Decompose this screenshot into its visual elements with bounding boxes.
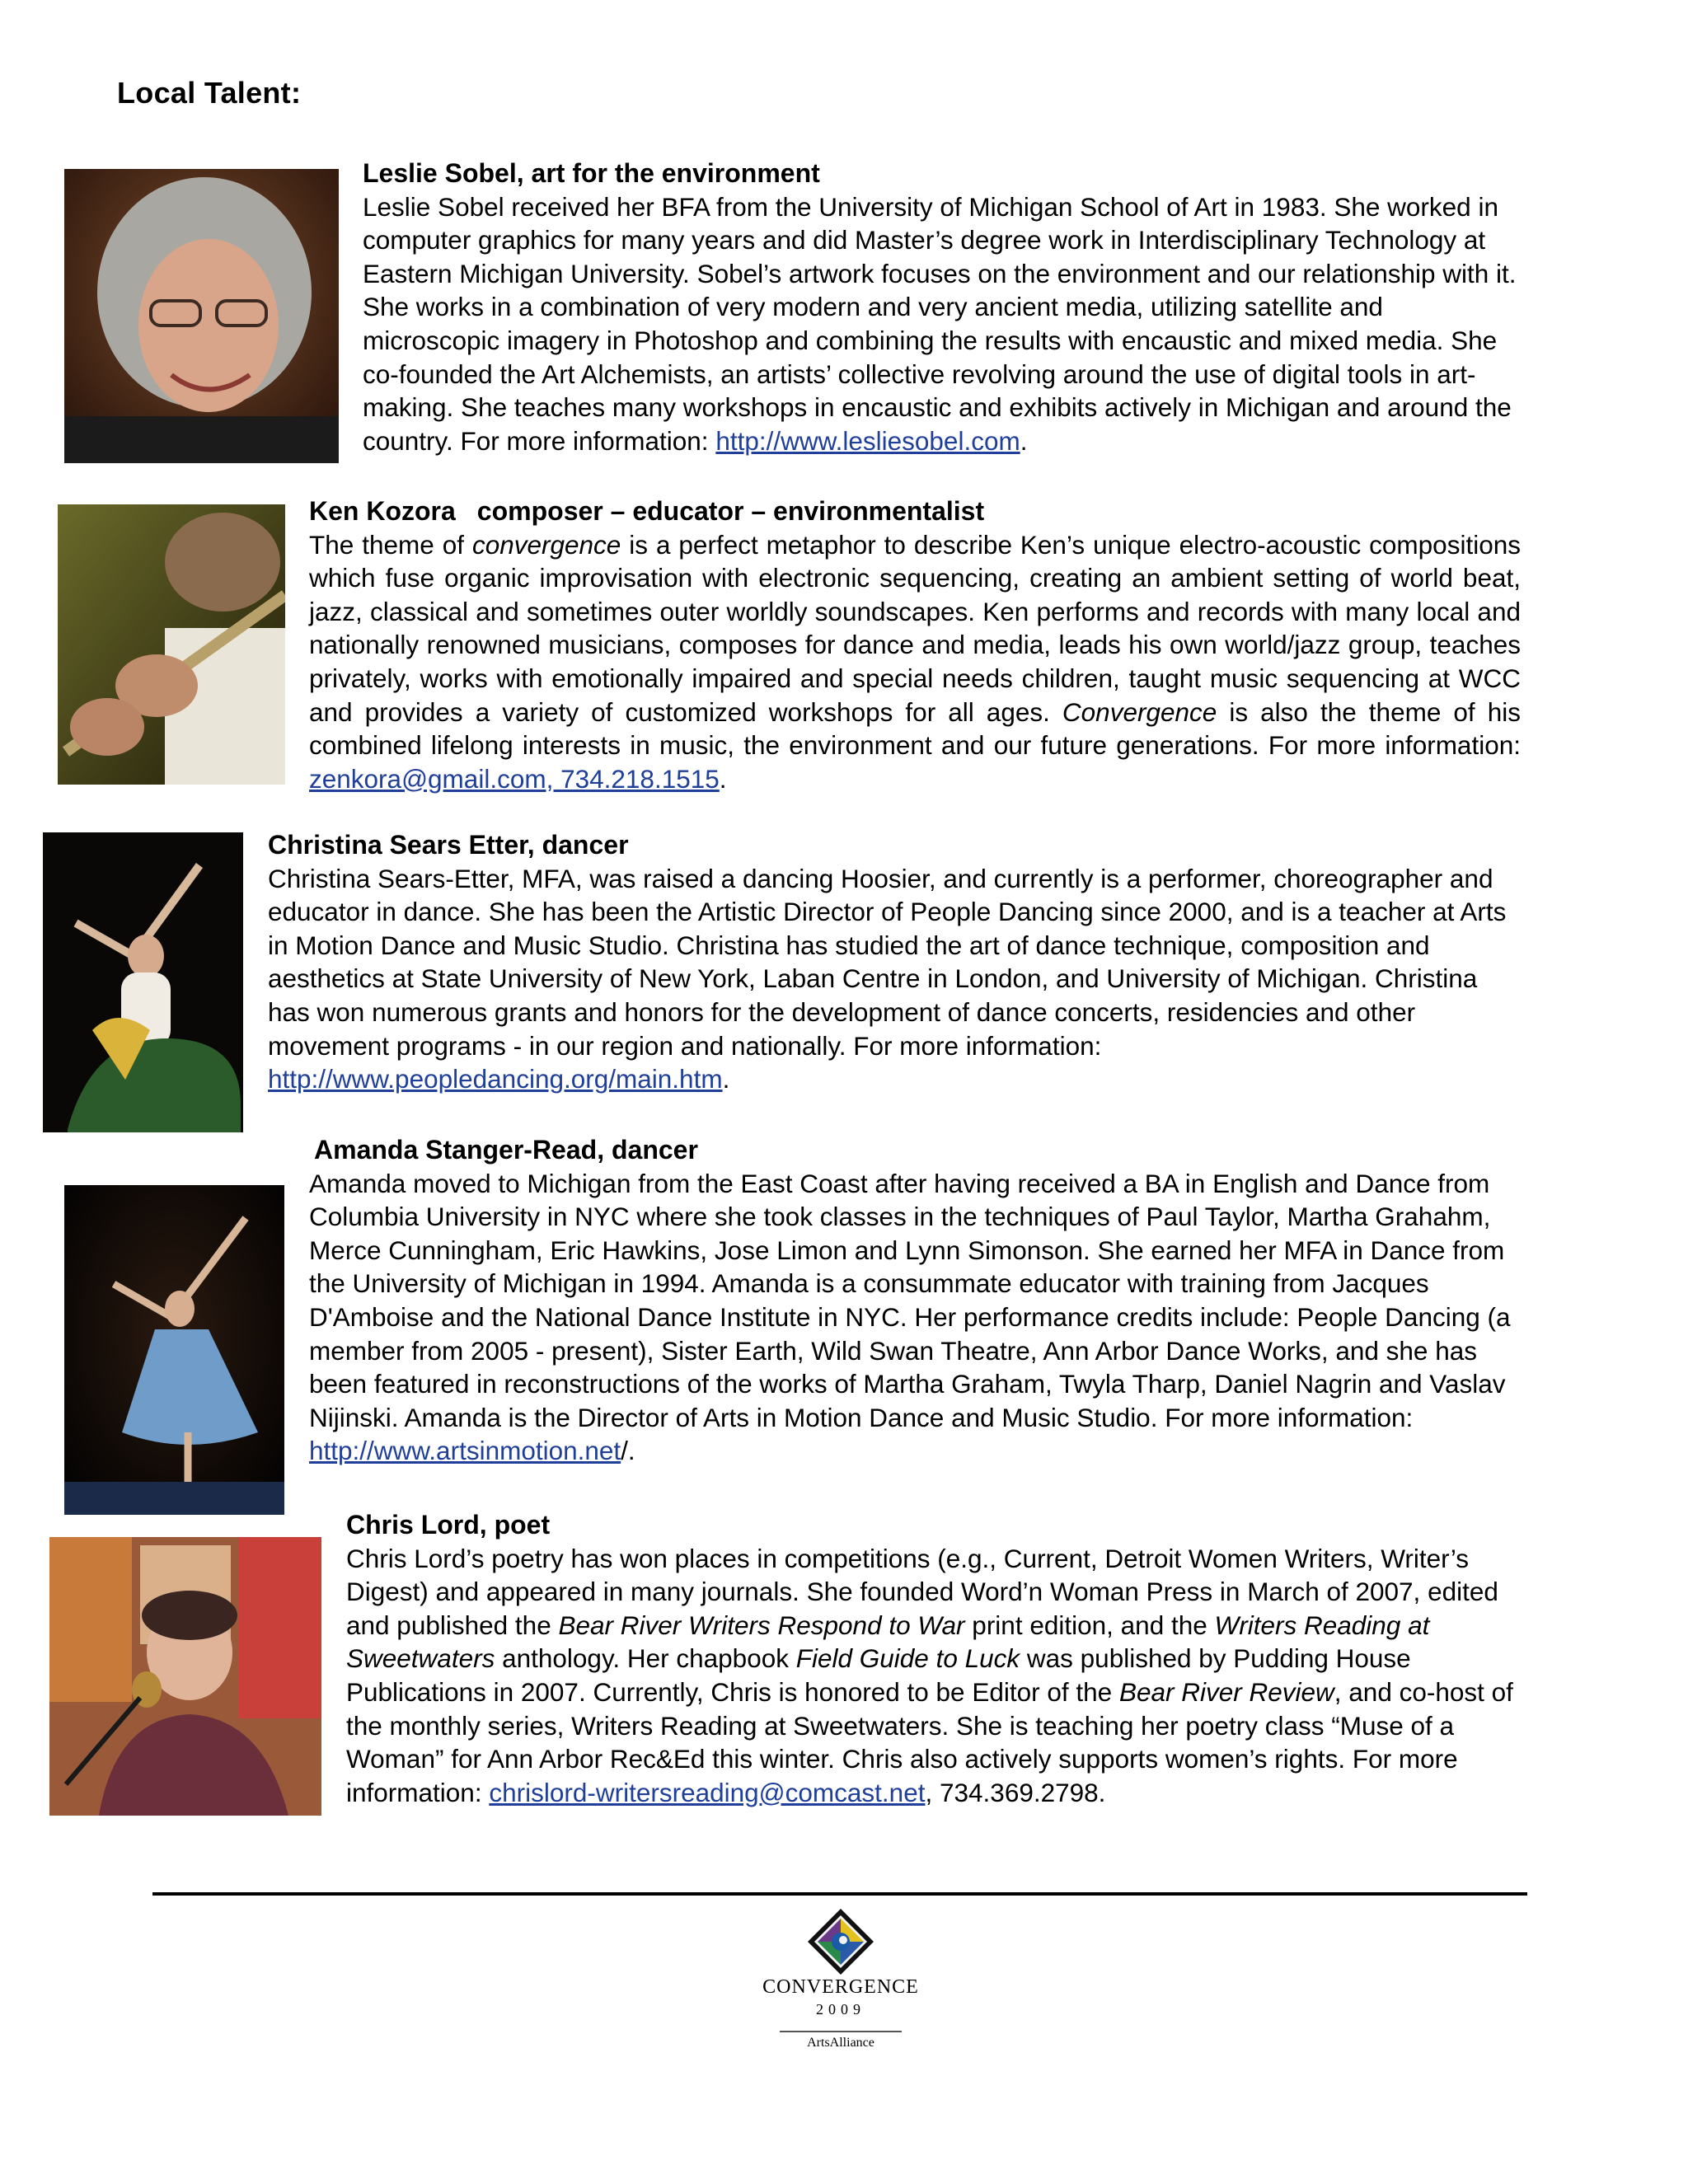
convergence-diamond-icon	[758, 1904, 923, 1978]
chris-lord-email-link[interactable]: chrislord-writersreading@comcast.net	[489, 1777, 926, 1807]
page-title: Local Talent:	[117, 76, 302, 110]
amanda-stanger-read-entry	[309, 1133, 1525, 1468]
amanda-stanger-read-photo	[64, 1185, 284, 1515]
entry-bio: Christina Sears-Etter, MFA, was raised a dancing Hoosier, and currently is a performer, choreographer and educator in dance. She has been the Artistic Director of People Dancing since 2000, and is a teacher at Arts in Motion Dance and Music Studio. Christina has studied the art of dance technique, composition and aesthetics at State University of New York, Laban Centre in London, and University of Michigan. Christina has won numerous grants and honors for the development of dance concerts, residencies and other movement programs - in our region and nationally. For more information: http://www.peopledancing.org/main.htm.	[268, 863, 1507, 1094]
christina-sears-etter-photo	[43, 832, 243, 1132]
leslie-sobel-photo	[64, 169, 339, 463]
footer-divider	[152, 1892, 1527, 1896]
entry-bio: Amanda moved to Michigan from the East Coast after having received a BA in English and Dance from Columbia University in NYC where she took classes in the techniques of Paul Taylor, Martha Grahahm, Merce Cunningham, Eric Hawkins, Jose Limon and Lynn Simonson. She earned her MFA in Dance from the University of Michigan in 1994. Amanda is a consummate educator with training from Jacques D'Amboise and the National Dance Institute in NYC. Her performance credits include: People Dancing (a member from 2005 - present), Sister Earth, Wild Swan Theatre, Ann Arbor Dance Works, and she has been featured in reconstructions of the works of Martha Graham, Twyla Tharp, Daniel Nagrin and Vaslav Nijinski. Amanda is the Director of Arts in Motion Dance and Music Studio. For more information: http://www.artsinmotion.net/.	[309, 1168, 1511, 1466]
entry-bio: Chris Lord’s poetry has won places in competitions (e.g., Current, Detroit Women Writers, Writer’s Digest) and appeared in many journals. She founded Word’n Woman Press in March of 2007, edited and published the Bear River Writers Respond to War print edition, and the Writers Reading at Sweetwaters anthology. Her chapbook Field Guide to Luck was published by Pudding House Publications in 2007. Currently, Chris is honored to be Editor of the Bear River Review, and co-host of the monthly series, Writers Reading at Sweetwaters. She is teaching her poetry class “Muse of a Woman” for Ann Arbor Rec&Ed this winter. Chris also actively supports women’s rights. For more information: chrislord-writersreading@comcast.net, 734.369.2798.	[346, 1543, 1513, 1807]
logo-wordmark: CONVERGENCE	[762, 1976, 919, 1998]
christina-sears-etter-entry	[268, 828, 1525, 1096]
entry-name: Leslie Sobel, art for the environment	[363, 158, 820, 188]
ken-kozora-photo	[58, 504, 285, 785]
convergence-logo	[758, 1904, 923, 2060]
entry-bio: The theme of convergence is a perfect metaphor to describe Ken’s unique electro-acoustic compositions which fuse organic improvisation with electronic sequencing, creating an ambient setting of world beat, jazz, classical and sometimes outer worldly soundscapes. Ken performs and records with many local and nationally renowned musicians, composes for dance and media, leads his own world/jazz group, teaches privately, works with emotionally impaired and special needs children, taught music sequencing at WCC and provides a variety of customized workshops for all ages. Convergence is also the theme of his combined lifelong interests in music, the environment and our future generations. For more information: zenkora@gmail.com, 734.218.1515.	[309, 529, 1521, 794]
entry-name: Christina Sears Etter, dancer	[268, 830, 629, 860]
entry-name: Amanda Stanger-Read, dancer	[314, 1135, 698, 1165]
logo-sponsor: ArtsAlliance	[807, 2036, 874, 2050]
ken-kozora-contact-link[interactable]: zenkora@gmail.com, 734.218.1515	[309, 763, 720, 794]
ken-kozora-entry	[309, 494, 1521, 795]
chris-lord-photo	[49, 1537, 321, 1816]
leslie-sobel-entry	[363, 157, 1517, 457]
logo-year: 2009	[816, 2001, 865, 2018]
entry-name: Ken Kozora composer – educator – environmentalist	[309, 496, 985, 526]
entry-bio: Leslie Sobel received her BFA from the University of Michigan School of Art in 1983. She worked in computer graphics for many years and did Master’s degree work in Interdisciplinary Technology at Eastern Michigan University. Sobel’s artwork focuses on the environment and our relationship with it. She works in a combination of very modern and very ancient media, utilizing satellite and microscopic imagery in Photoshop and combining the results with encaustic and mixed media. She co-founded the Art Alchemists, an artists’ collective revolving around the use of digital tools in art-making. She teaches many workshops in encaustic and exhibits actively in Michigan and around the country. For more information: http://www.lesliesobel.com.	[363, 191, 1517, 456]
amanda-stanger-read-website-link[interactable]: http://www.artsinmotion.net	[309, 1436, 621, 1466]
leslie-sobel-website-link[interactable]: http://www.lesliesobel.com	[715, 425, 1020, 456]
logo-divider	[780, 2031, 902, 2032]
chris-lord-entry	[346, 1508, 1521, 1809]
entry-name: Chris Lord, poet	[346, 1510, 551, 1540]
christina-sears-etter-website-link[interactable]: http://www.peopledancing.org/main.htm	[268, 1064, 723, 1094]
